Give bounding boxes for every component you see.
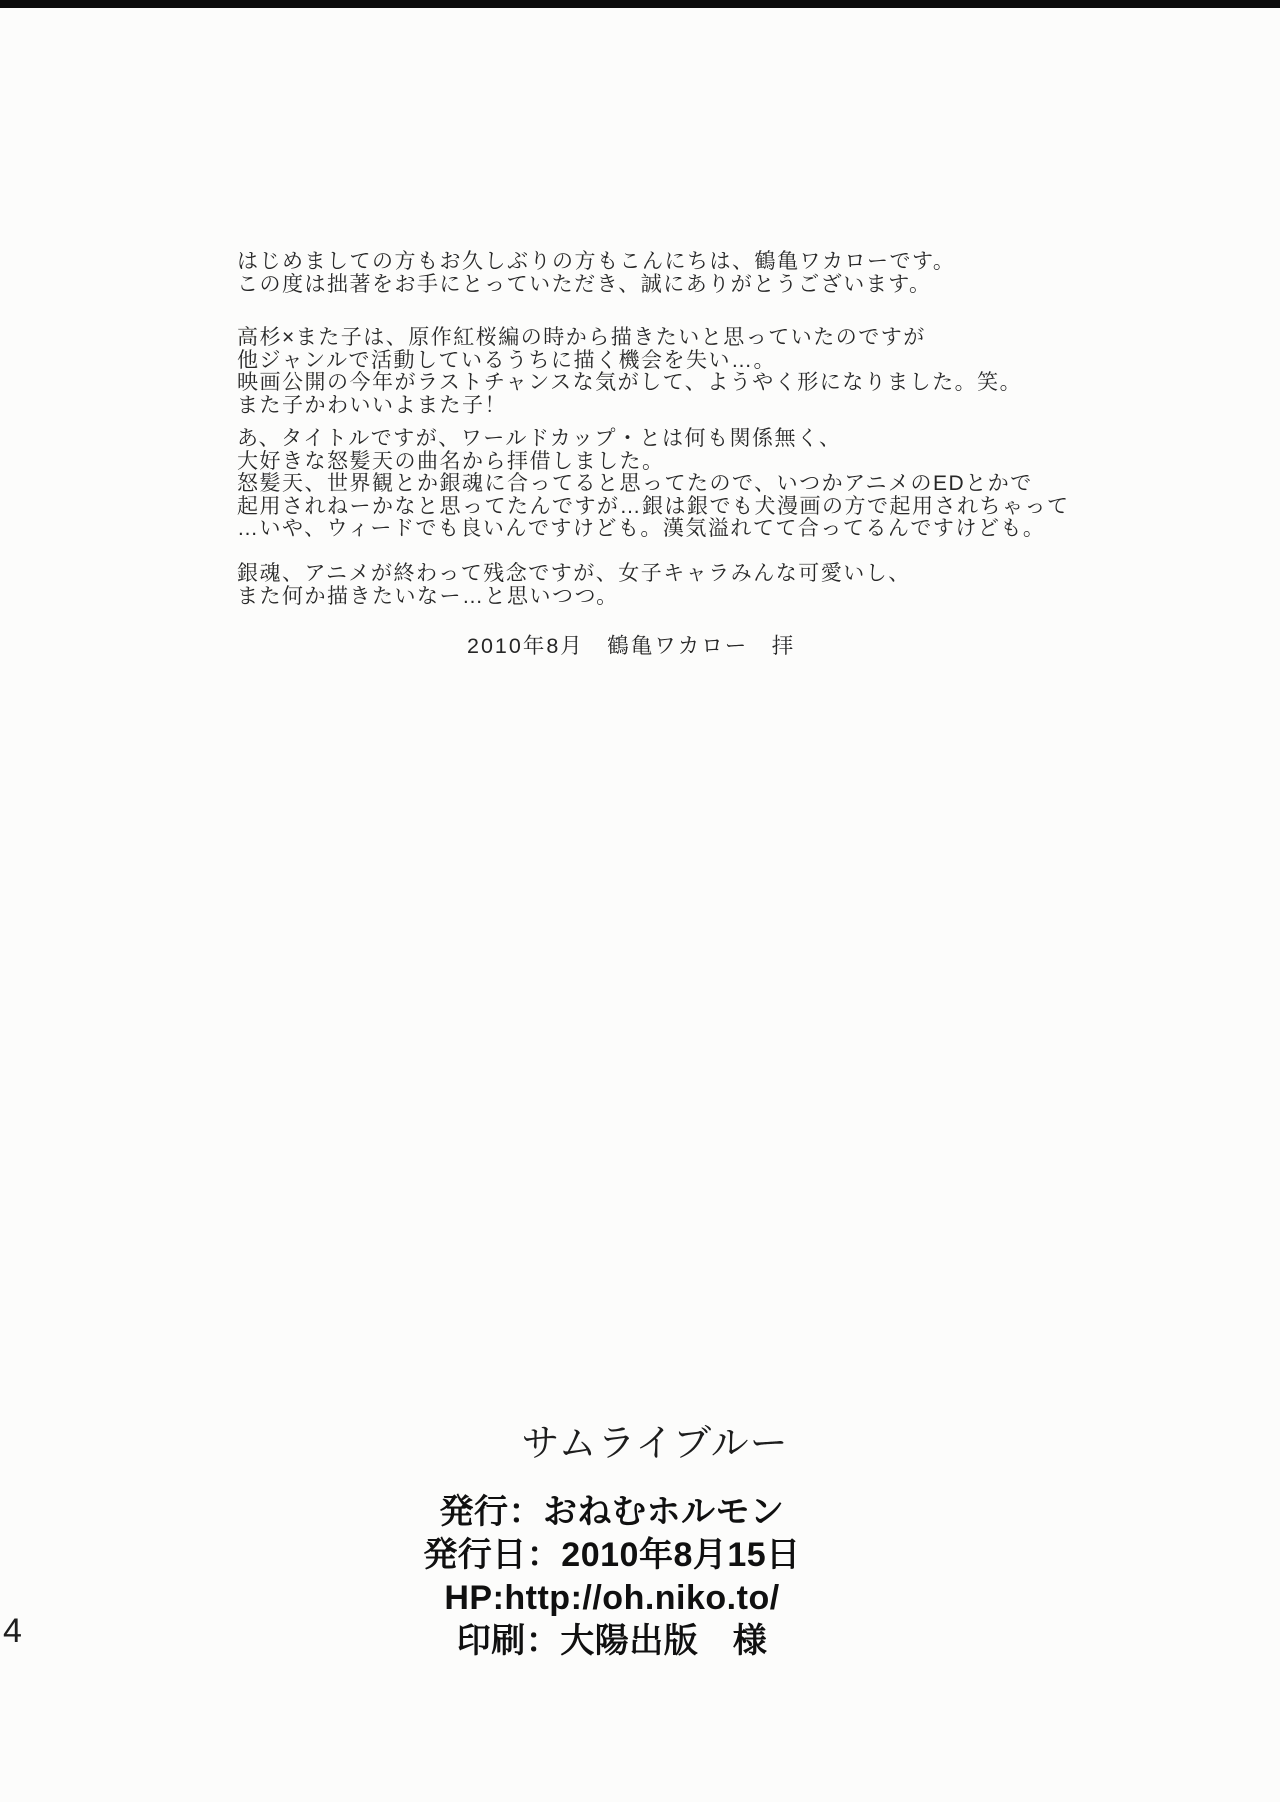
colophon-publish-date: 発行日：2010年8月15日 — [423, 1536, 801, 1574]
afterword-paragraph-title-origin — [237, 428, 1070, 541]
afterword-paragraph-closing — [237, 563, 911, 608]
afterword-line: この度は拙著をお手にとっていただき、誠にありがとうございます。 — [237, 272, 932, 296]
scan-edge-artifact — [0, 0, 1280, 8]
afterword-line: 起用されねーかなと思ってたんですが…銀は銀でも犬漫画の方で起用されちゃって — [237, 494, 1070, 518]
afterword-line: また何か描きたいなー…と思いつつ。 — [237, 584, 619, 608]
afterword-signature: 2010年8月 鶴亀ワカロー 拝 — [467, 634, 796, 658]
afterword-line: 映画公開の今年がラストチャンスな気がして、ようやく形になりました。笑。 — [237, 371, 1023, 394]
afterword-line: 他ジャンルで活動しているうちに描く機会を失い…。 — [237, 348, 777, 372]
afterword-line: はじめましての方もお久しぶりの方もこんにちは、鶴亀ワカローです。 — [237, 250, 956, 273]
afterword-line: 高杉×また子は、原作紅桜編の時から描きたいと思っていたのですが — [237, 326, 926, 349]
afterword-line: あ、タイトルですが、ワールドカップ・とは何も関係無く、 — [237, 427, 842, 450]
afterword-line: 怒髪天、世界観とか銀魂に合ってると思ってたので、いつかアニメのEDとかで — [237, 472, 1033, 495]
colophon-block — [0, 1491, 1252, 1663]
afterword-line: また子かわいいよまた子！ — [237, 393, 507, 417]
afterword-line: …いや、ウィードでも良いんですけども。漢気溢れてて合ってるんですけども。 — [237, 517, 1046, 540]
book-title: サムライブルー — [521, 1423, 789, 1465]
colophon-printer: 印刷：大陽出版 様 — [456, 1622, 768, 1660]
afterword-line: 銀魂、アニメが終わって残念ですが、女子キャラみんな可愛いし、 — [237, 562, 911, 585]
afterword-paragraph-greeting — [237, 251, 955, 296]
colophon-homepage-url: HP:http://oh.niko.to/ — [444, 1579, 780, 1617]
afterword-line: 大好きな怒髪天の曲名から拝借しました。 — [237, 449, 665, 473]
afterword-paragraph-pairing — [237, 327, 1022, 417]
page-number: 4 — [3, 1612, 22, 1650]
colophon-publisher: 発行：おねむホルモン — [439, 1493, 785, 1531]
